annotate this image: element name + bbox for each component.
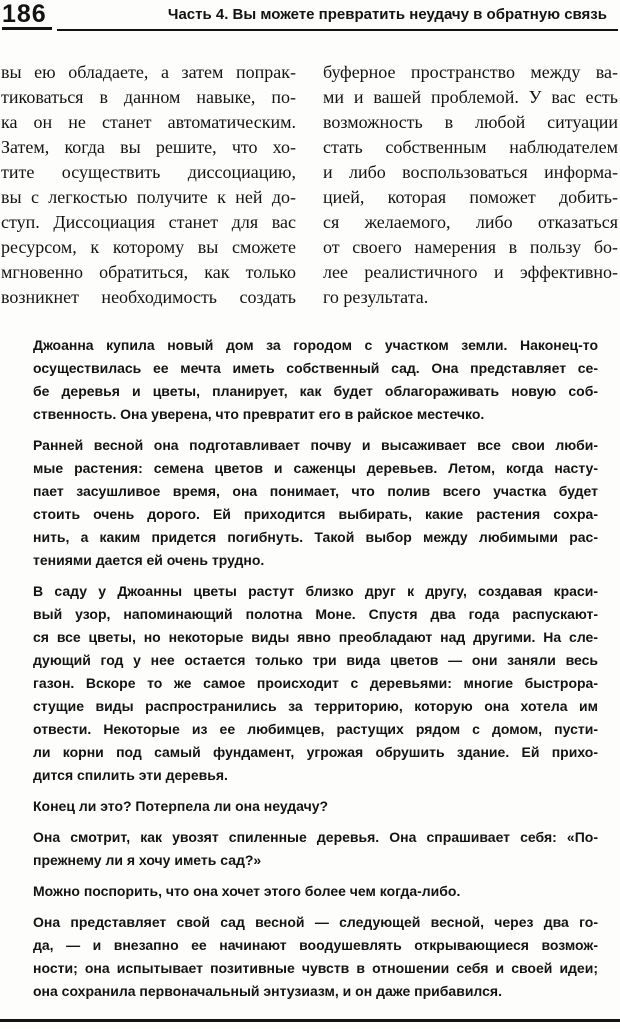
text-line: тите осуществить диссоциацию, — [1, 162, 296, 182]
text-line: да, — и внезапно ее начинают воодушевлять открывающиеся возмож- — [33, 937, 598, 953]
text-line: ственность. Она уверена, что превратит его в райское местечко. — [33, 406, 485, 422]
text-column-right — [323, 60, 618, 310]
text-line: нить, а каким придется погибнуть. Такой выбор между любимыми рас- — [33, 529, 598, 545]
text-line: ми и вашей проблемой. У вас есть — [323, 87, 618, 107]
text-line: бе деревья и цветы, планирует, как будет облагораживать новую соб- — [33, 383, 598, 399]
paragraph — [33, 880, 598, 903]
text-line: ступ. Диссоциация станет для вас — [1, 212, 296, 232]
footer-rule — [0, 1019, 620, 1022]
page-number: 186 — [2, 1, 52, 30]
text-line: вы ею обладаете, а затем попрак- — [1, 62, 296, 82]
text-line: тиковаться в данном навыке, по- — [1, 87, 296, 107]
text-line: возникнет необходимость создать — [1, 287, 296, 307]
text-line: Можно поспорить, что она хочет этого более чем когда-либо. — [33, 883, 461, 899]
two-column-section — [0, 60, 620, 310]
text-line: вый узор, напоминающий полотна Моне. Спустя два года распускают- — [33, 606, 598, 622]
text-line: Ранней весной она подготавливает почву и высаживает все свои люби- — [33, 437, 598, 453]
paragraph — [33, 334, 598, 426]
paragraph — [33, 911, 598, 1003]
page-header — [0, 0, 620, 32]
text-line: прежнему ли я хочу иметь сад?» — [33, 852, 262, 868]
text-line: возможность в любой ситуации — [323, 112, 618, 132]
text-line: газон. Вскоре то же самое происходит с деревьями: многие быстрора- — [33, 675, 598, 691]
text-line: ресурсом, к которому вы сможете — [1, 237, 296, 257]
paragraph — [33, 826, 598, 872]
text-line: отвести. Некоторые из ее любимцев, растущих рядом с домом, пусти- — [33, 721, 598, 737]
text-line: ности; она испытывает позитивные чувств в отношении себя и своей идеи; — [33, 960, 598, 976]
text-line: Конец ли это? Потерпела ли она неудачу? — [33, 798, 329, 814]
paragraph — [33, 795, 598, 818]
text-column-left — [1, 60, 296, 310]
text-line: стущие виды распространились за территорию, которую она хотела им — [33, 698, 598, 714]
text-line: ся все цветы, но некоторые виды явно преобладают над другими. На сле- — [33, 629, 598, 645]
header-rule — [57, 29, 618, 31]
text-line: пает засушливое время, она понимает, что полив всего участка будет — [33, 483, 598, 499]
text-line: стоить очень дорого. Ей приходится выбирать, какие растения сохра- — [33, 506, 598, 522]
paragraph — [33, 580, 598, 787]
text-line: В саду у Джоанны цветы растут близко друг к другу, создавая краси- — [33, 583, 598, 599]
story-section — [33, 334, 598, 1003]
running-head-title: Часть 4. Вы можете превратить неудачу в обратную связь — [167, 6, 607, 23]
text-line: мые растения: семена цветов и саженцы деревьев. Летом, когда насту- — [33, 460, 598, 476]
text-line: буферное пространство между ва- — [323, 62, 618, 82]
text-line: ли корни под самый фундамент, угрожая обрушить здание. Ей прихо- — [33, 744, 598, 760]
text-line: от своего намерения в пользу бо- — [323, 237, 618, 257]
text-line: Джоанна купила новый дом за городом с участком земли. Наконец-то — [33, 337, 598, 353]
text-line: го результата. — [323, 287, 429, 307]
text-line: Она смотрит, как увозят спиленные деревья. Она спрашивает себя: «По- — [33, 829, 598, 845]
text-line: ся желаемого, либо отказаться — [323, 212, 618, 232]
text-line: вы с легкостью получите к ней до- — [1, 187, 296, 207]
text-line: Затем, когда вы решите, что хо- — [1, 137, 296, 157]
paragraph — [33, 434, 598, 572]
text-line: мгновенно обратиться, как только — [1, 262, 296, 282]
text-line: ка он не станет автоматическим. — [1, 112, 296, 132]
text-line: лее реалистичного и эффективно- — [323, 262, 618, 282]
text-line: Она представляет свой сад весной — следующей весной, через два го- — [33, 914, 598, 930]
text-line: тениями дается ей очень трудно. — [33, 552, 265, 568]
text-line: дится спилить эти деревья. — [33, 767, 228, 783]
text-line: цией, которая поможет добить- — [323, 187, 618, 207]
text-line: она сохранила первоначальный энтузиазм, и он даже прибавился. — [33, 983, 502, 999]
text-line: и либо воспользоваться информа- — [323, 162, 618, 182]
text-line: дующий год у нее остается только три вида цветов — они заняли весь — [33, 652, 598, 668]
text-line: осуществилась ее мечта иметь собственный сад. Она представляет се- — [33, 360, 598, 376]
text-line: стать собственным наблюдателем — [323, 137, 618, 157]
